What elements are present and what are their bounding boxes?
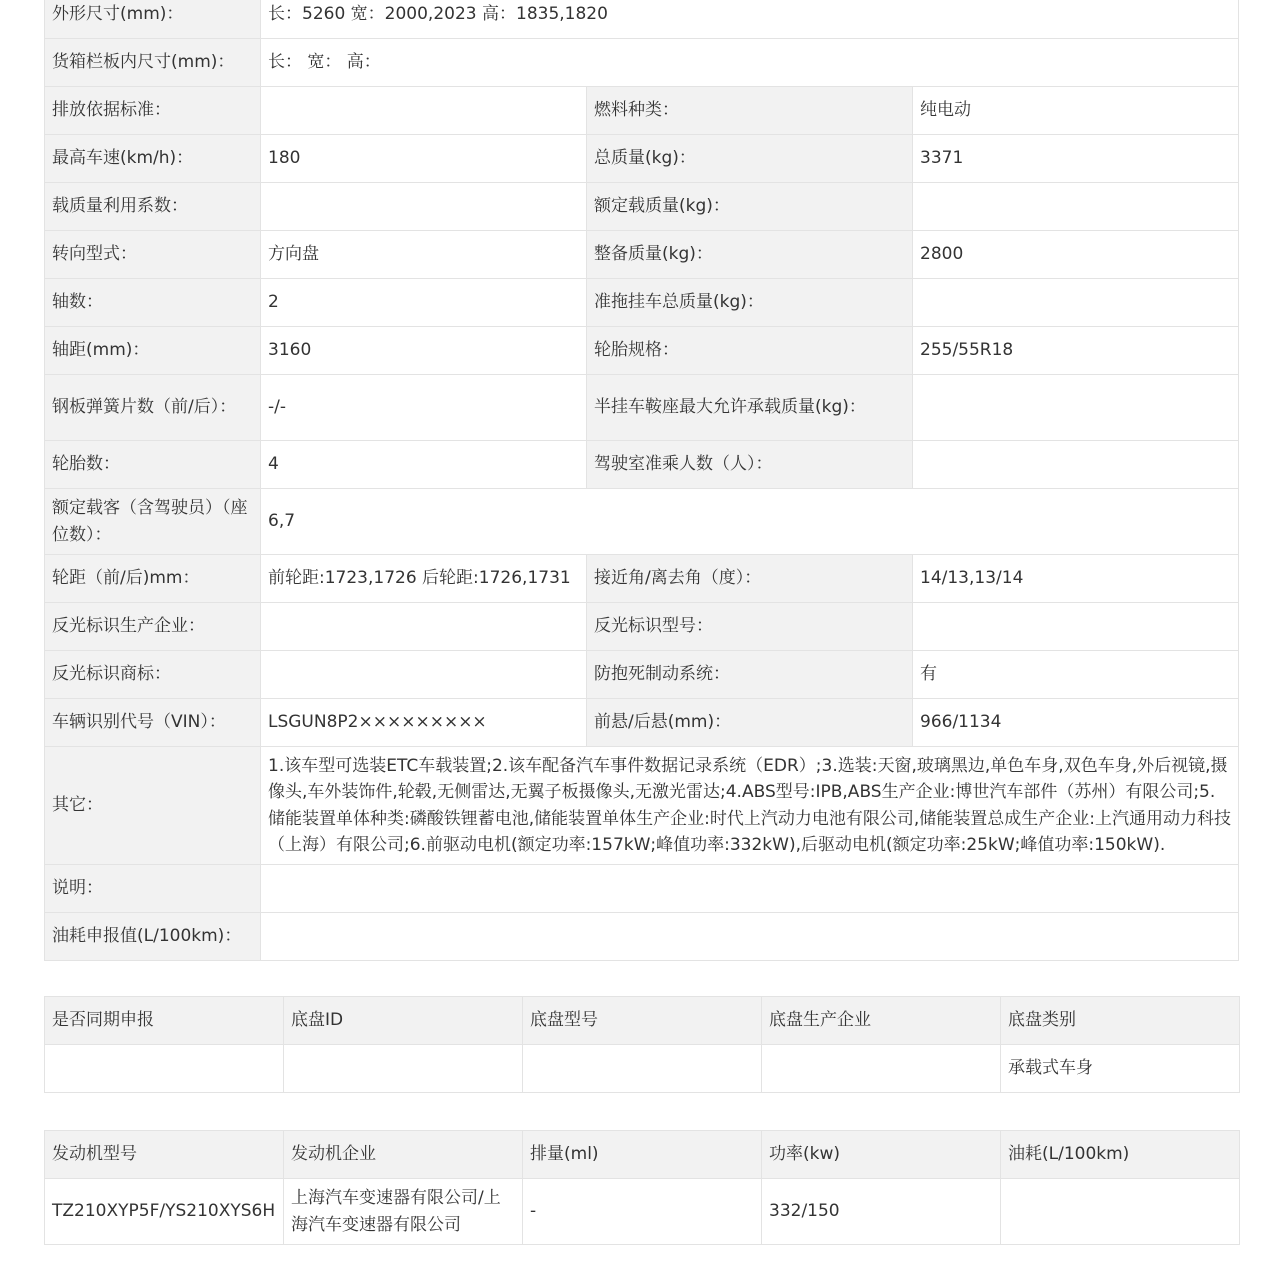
- engine-header-displacement: 排量(ml): [523, 1131, 762, 1179]
- table-row: [45, 1179, 1240, 1245]
- cab-passengers-label: 驾驶室准乘人数（人）：: [587, 441, 913, 489]
- seats-label: 额定载客（含驾驶员）（座位数）：: [45, 489, 261, 555]
- spec-row-track: [45, 555, 1239, 603]
- total-mass-value: 3371: [913, 135, 1239, 183]
- max-speed-value: 180: [261, 135, 587, 183]
- table-row: [45, 1045, 1240, 1093]
- chassis-header-maker: 底盘生产企业: [762, 997, 1001, 1045]
- angles-label: 接近角/离去角（度）：: [587, 555, 913, 603]
- spec-row-speed: [45, 135, 1239, 183]
- wheelbase-label: 轴距(mm)：: [45, 327, 261, 375]
- reflector-maker-value: [261, 603, 587, 651]
- chassis-header-category: 底盘类别: [1001, 997, 1240, 1045]
- trailer-mass-label: 准拖挂车总质量(kg)：: [587, 279, 913, 327]
- tire-spec-value: 255/55R18: [913, 327, 1239, 375]
- cab-passengers-value: [913, 441, 1239, 489]
- reflector-model-label: 反光标识型号：: [587, 603, 913, 651]
- note-value: [261, 865, 1239, 913]
- fuel-type-label: 燃料种类：: [587, 87, 913, 135]
- chassis-header-model: 底盘型号: [523, 997, 762, 1045]
- engine-header-model: 发动机型号: [45, 1131, 284, 1179]
- engine-header-maker: 发动机企业: [284, 1131, 523, 1179]
- abs-value: 有: [913, 651, 1239, 699]
- reflector-brand-label: 反光标识商标：: [45, 651, 261, 699]
- engine-maker-value: 上海汽车变速器有限公司/上海汽车变速器有限公司: [284, 1179, 523, 1245]
- chassis-category-value: 承载式车身: [1001, 1045, 1240, 1093]
- spec-row-seats: [45, 489, 1239, 555]
- engine-model-value: TZ210XYP5F/YS210XYS6H: [45, 1179, 284, 1245]
- dimensions-value: 长：5260 宽：2000,2023 高：1835,1820: [261, 0, 1239, 39]
- max-speed-label: 最高车速(km/h)：: [45, 135, 261, 183]
- chassis-header-concurrent: 是否同期申报: [45, 997, 284, 1045]
- rated-load-value: [913, 183, 1239, 231]
- engine-displacement-value: -: [523, 1179, 762, 1245]
- cargo-box-value: 长： 宽： 高：: [261, 39, 1239, 87]
- engine-header-power: 功率(kw): [762, 1131, 1001, 1179]
- curb-mass-value: 2800: [913, 231, 1239, 279]
- seats-value: 6,7: [261, 489, 1239, 555]
- reflector-brand-value: [261, 651, 587, 699]
- abs-label: 防抱死制动系统：: [587, 651, 913, 699]
- load-factor-label: 载质量利用系数：: [45, 183, 261, 231]
- emission-value: [261, 87, 587, 135]
- spec-row-dimensions: [45, 0, 1239, 39]
- spec-row-cargo-box: [45, 39, 1239, 87]
- fuel-consumption-label: 油耗申报值(L/100km)：: [45, 913, 261, 961]
- overhang-label: 前悬/后悬(mm)：: [587, 699, 913, 747]
- chassis-header-id: 底盘ID: [284, 997, 523, 1045]
- chassis-maker-value: [762, 1045, 1001, 1093]
- other-value: 1.该车型可选装ETC车载装置;2.该车配备汽车事件数据记录系统（EDR）;3.选装:天窗,玻璃黑边,单色车身,双色车身,外后视镜,摄像头,车外装饰件,轮毂,无侧雷达,无翼子板摄像头,无激光雷达;4.ABS型号:IPB,ABS生产企业:博世汽车部件（苏州）有限公司;5.储能装置单体种类:磷酸铁锂蓄电池,储能装置单体生产企业:时代上汽动力电池有限公司,储能装置总成生产企业:上汽通用动力科技（上海）有限公司;6.前驱动电机(额定功率:157kW;峰值功率:332kW),后驱动电机(额定功率:25kW;峰值功率:150kW).: [261, 747, 1239, 865]
- steering-label: 转向型式：: [45, 231, 261, 279]
- engine-power-value: 332/150: [762, 1179, 1001, 1245]
- vin-value: LSGUN8P2×××××××××: [261, 699, 587, 747]
- tire-spec-label: 轮胎规格：: [587, 327, 913, 375]
- saddle-load-value: [913, 375, 1239, 441]
- axles-label: 轴数：: [45, 279, 261, 327]
- spec-row-load: [45, 183, 1239, 231]
- rated-load-label: 额定载质量(kg)：: [587, 183, 913, 231]
- reflector-model-value: [913, 603, 1239, 651]
- fuel-type-value: 纯电动: [913, 87, 1239, 135]
- angles-value: 14/13,13/14: [913, 555, 1239, 603]
- note-label: 说明：: [45, 865, 261, 913]
- spec-row-note: [45, 865, 1239, 913]
- chassis-table: [44, 996, 1240, 1093]
- fuel-consumption-value: [261, 913, 1239, 961]
- chassis-model-value: [523, 1045, 762, 1093]
- spec-row-other: [45, 747, 1239, 865]
- spec-row-brand-abs: [45, 651, 1239, 699]
- chassis-header-row: [45, 997, 1240, 1045]
- other-label: 其它：: [45, 747, 261, 865]
- overhang-value: 966/1134: [913, 699, 1239, 747]
- steering-value: 方向盘: [261, 231, 587, 279]
- spec-row-axles: [45, 279, 1239, 327]
- spec-row-vin: [45, 699, 1239, 747]
- leaf-spring-label: 钢板弹簧片数（前/后）：: [45, 375, 261, 441]
- leaf-spring-value: -/-: [261, 375, 587, 441]
- engine-table: [44, 1130, 1240, 1245]
- total-mass-label: 总质量(kg)：: [587, 135, 913, 183]
- chassis-id-value: [284, 1045, 523, 1093]
- reflector-maker-label: 反光标识生产企业：: [45, 603, 261, 651]
- spec-row-reflector: [45, 603, 1239, 651]
- spec-row-spring: [45, 375, 1239, 441]
- wheelbase-value: 3160: [261, 327, 587, 375]
- track-label: 轮距（前/后)mm：: [45, 555, 261, 603]
- axles-value: 2: [261, 279, 587, 327]
- engine-header-row: [45, 1131, 1240, 1179]
- engine-fuel-consumption-value: [1001, 1179, 1240, 1245]
- emission-label: 排放依据标准：: [45, 87, 261, 135]
- dimensions-label: 外形尺寸(mm)：: [45, 0, 261, 39]
- cargo-box-label: 货箱栏板内尺寸(mm)：: [45, 39, 261, 87]
- spec-row-emission: [45, 87, 1239, 135]
- curb-mass-label: 整备质量(kg)：: [587, 231, 913, 279]
- tire-count-value: 4: [261, 441, 587, 489]
- saddle-load-label: 半挂车鞍座最大允许承载质量(kg)：: [587, 375, 913, 441]
- trailer-mass-value: [913, 279, 1239, 327]
- vehicle-spec-table: [44, 0, 1239, 961]
- track-value: 前轮距:1723,1726 后轮距:1726,1731: [261, 555, 587, 603]
- spec-row-wheelbase: [45, 327, 1239, 375]
- spec-row-fuel-consumption: [45, 913, 1239, 961]
- load-factor-value: [261, 183, 587, 231]
- engine-header-fuel-consumption: 油耗(L/100km): [1001, 1131, 1240, 1179]
- chassis-concurrent-value: [45, 1045, 284, 1093]
- spec-row-tires: [45, 441, 1239, 489]
- vin-label: 车辆识别代号（VIN）：: [45, 699, 261, 747]
- spec-row-steering: [45, 231, 1239, 279]
- tire-count-label: 轮胎数：: [45, 441, 261, 489]
